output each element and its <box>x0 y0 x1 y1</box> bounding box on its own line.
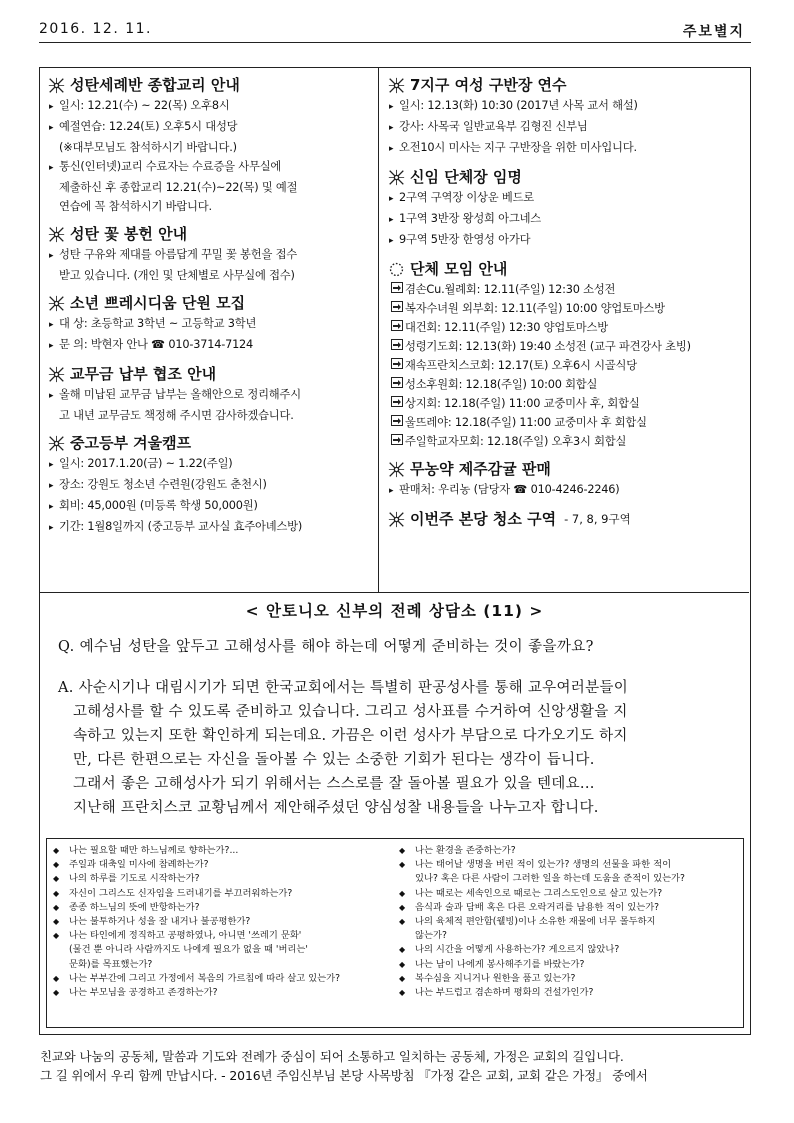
section-subtitle: - 7, 8, 9구역 <box>564 512 631 526</box>
section-line <box>47 96 372 117</box>
line-text: 성소후원회: 12.18(주일) 10:00 회합실 <box>405 378 598 391</box>
bulletin-footer <box>40 1047 752 1085</box>
cross-star-icon <box>47 294 66 313</box>
bullet-icon: ▸ <box>49 460 54 470</box>
line-text: 판매처: 우리농 (담당자 ☎ 010-4246-2246) <box>399 483 620 496</box>
checklist-text: 나의 육체적 편안함(웰빙)이나 소유한 재물에 너무 몰두하지 <box>415 916 656 928</box>
line-text: 강사: 사목국 일반교육부 김형진 신부님 <box>399 120 588 133</box>
line-text: 받고 있습니다. (개인 및 단체별로 사무실에 접수) <box>59 269 295 282</box>
section-line <box>47 197 372 216</box>
bullet-icon: ▸ <box>389 236 394 246</box>
section-line <box>47 117 372 138</box>
cross-star-icon <box>47 365 66 384</box>
checklist-item <box>399 929 739 943</box>
diamond-bullet-icon: ◆ <box>53 888 60 898</box>
section-line <box>47 314 372 335</box>
pointer-icon <box>389 337 405 356</box>
section-title-text: 이번주 본당 청소 구역 <box>410 510 557 528</box>
diamond-bullet-icon: ◆ <box>399 945 406 955</box>
notice-section <box>387 74 743 159</box>
section-line <box>387 318 743 337</box>
line-text: 울뜨레야: 12.18(주일) 11:00 교중미사 후 회합실 <box>405 416 647 429</box>
right-column <box>378 68 749 593</box>
checklist-item <box>53 986 388 1000</box>
line-text: 문 의: 박현자 안나 ☎ 010-3714-7124 <box>59 338 254 351</box>
examination-checklist <box>46 838 744 1028</box>
pointer-icon <box>389 375 405 394</box>
cross-star-icon <box>387 168 406 187</box>
diamond-bullet-icon: ◆ <box>399 917 406 927</box>
bullet-icon: ▸ <box>389 486 394 496</box>
section-line <box>387 117 743 138</box>
checklist-item <box>399 915 739 929</box>
pointer-icon <box>389 394 405 413</box>
section-title-text: 단체 모임 안내 <box>410 260 508 278</box>
bullet-icon: ▸ <box>389 123 394 133</box>
line-text: 상지회: 12.18(주일) 11:00 교중미사 후, 회합실 <box>405 397 640 410</box>
section-line <box>387 96 743 117</box>
pointer-icon <box>389 356 405 375</box>
section-line <box>47 385 372 406</box>
checklist-text: 나는 불투하거나 성을 잘 내거나 불공평한가? <box>69 916 251 928</box>
section-line <box>387 138 743 159</box>
checklist-item <box>399 901 739 915</box>
bullet-icon: ▸ <box>49 523 54 533</box>
checklist-left <box>53 844 388 1000</box>
qa-answer-line: 고해성사를 할 수 있도록 준비하고 있습니다. 그리고 성사표를 수거하여 신앙생활을 지 <box>73 704 628 720</box>
line-text: 대 상: 초등학교 3학년 ~ 고등학교 3학년 <box>59 317 257 330</box>
diamond-bullet-icon: ◆ <box>399 888 406 898</box>
section-title-text: 무농약 제주감귤 판매 <box>410 460 551 478</box>
section-line <box>387 375 743 394</box>
checklist-text: 복수심을 지니거나 원한을 품고 있는가? <box>415 972 576 984</box>
checklist-text: 음식과 술과 담배 혹은 다른 오락거리를 남용한 적이 있는가? <box>415 901 660 913</box>
bullet-icon: ▸ <box>49 102 54 112</box>
line-text: 2구역 구역장 이상운 베드로 <box>399 191 535 204</box>
diamond-bullet-icon: ◆ <box>53 931 60 941</box>
checklist-right <box>399 844 739 1000</box>
checklist-item <box>399 943 739 957</box>
checklist-item <box>399 972 739 986</box>
checklist-item <box>53 901 388 915</box>
checklist-item <box>53 943 388 957</box>
checklist-text: 자신이 그리스도 신자임을 드러내기를 부끄러워하는가? <box>69 887 293 899</box>
section-line <box>387 480 743 501</box>
bullet-icon: ▸ <box>389 144 394 154</box>
checklist-item <box>399 844 739 858</box>
diamond-bullet-icon: ◆ <box>399 988 406 998</box>
line-text: (※대부모님도 참석하시기 바랍니다.) <box>59 141 237 154</box>
section-line <box>387 230 743 251</box>
line-text: 성령기도회: 12.13(화) 19:40 소성전 (교구 파견강사 초빙) <box>405 340 691 353</box>
qa-question: Q. 예수님 성탄을 앞두고 고해성사를 해야 하는데 어떻게 준비하는 것이 좋을까요? <box>58 639 594 655</box>
pointer-icon <box>389 299 405 318</box>
cross-star-icon <box>387 510 406 529</box>
section-line <box>47 157 372 178</box>
checklist-item <box>53 872 388 886</box>
pointer-icon <box>389 318 405 337</box>
section-line <box>387 299 743 318</box>
line-text: 장소: 강원도 청소년 수련원(강원도 춘천시) <box>59 478 267 491</box>
line-text: 연습에 꼭 참석하시기 바랍니다. <box>59 200 212 213</box>
diamond-bullet-icon: ◆ <box>53 846 60 855</box>
bullet-icon: ▸ <box>389 102 394 112</box>
section-title-text: 중고등부 겨울캠프 <box>70 434 192 452</box>
line-text: 재속프란치스코회: 12.17(토) 오후6시 시골식당 <box>405 359 637 372</box>
checklist-text: (물건 뿐 아니라 사람까지도 나에게 필요가 없을 때 '버리는' <box>69 944 308 956</box>
bullet-icon: ▸ <box>49 123 54 133</box>
notice-section <box>47 363 372 425</box>
qa-answer-line: 만, 다른 한편으로는 자신을 돌아볼 수 있는 소중한 기회가 된다는 생각이 듭니다. <box>73 752 595 768</box>
line-text: 고 내년 교무금도 책정해 주시면 감사하겠습니다. <box>59 409 294 422</box>
checklist-text: 나는 타인에게 정직하고 공평하였나, 아니면 '쓰레기 문화' <box>69 930 302 942</box>
line-text: 주일학교자모회: 12.18(주일) 오후3시 회합실 <box>405 435 627 448</box>
section-title <box>387 258 743 280</box>
diamond-bullet-icon: ◆ <box>53 860 60 870</box>
checklist-text: 나는 태어날 생명을 버린 적이 있는가? 생명의 선물을 파한 적이 <box>415 859 672 871</box>
diamond-bullet-icon: ◆ <box>399 846 406 855</box>
line-text: 오전10시 미사는 지구 구반장을 위한 미사입니다. <box>399 141 637 154</box>
qa-answer-line: 그래서 좋은 고해성사가 되기 위해서는 스스로를 잘 돌아볼 필요가 있을 텐데요... <box>73 776 595 792</box>
checklist-item <box>53 958 388 972</box>
section-title <box>387 74 743 96</box>
checklist-item <box>399 958 739 972</box>
left-column <box>40 68 378 593</box>
checklist-text: 나의 시간을 어떻게 사용하는가? 게으르지 않았나? <box>415 944 620 956</box>
line-text: 1구역 3반장 왕성희 아그네스 <box>399 212 541 225</box>
cross-star-icon <box>387 460 406 479</box>
bullet-icon: ▸ <box>49 391 54 401</box>
section-line <box>387 432 743 451</box>
section-title <box>387 458 743 480</box>
checklist-text: 종종 하느님의 뜻에 반항하는가? <box>69 901 200 913</box>
line-text: 겸손Cu.월례회: 12.11(주일) 12:30 소성전 <box>405 283 616 296</box>
bulletin-header <box>39 19 751 45</box>
checklist-item <box>53 844 388 858</box>
notice-section <box>47 74 372 216</box>
line-text: 9구역 5반장 한영성 아가다 <box>399 233 531 246</box>
section-line <box>47 266 372 285</box>
diamond-bullet-icon: ◆ <box>53 874 60 884</box>
section-title-text: 성탄세례반 종합교리 안내 <box>70 76 240 94</box>
line-text: 제출하신 후 종합교리 12.21(수)~22(목) 및 예절 <box>59 181 298 194</box>
checklist-text: 나는 부부간에 그리고 가정에서 복음의 가르침에 따라 살고 있는가? <box>69 972 341 984</box>
qa-title: < 안토니오 신부의 전례 상담소 (11) > <box>245 602 544 620</box>
line-text: 기간: 1월8일까지 (중고등부 교사실 효주아녜스방) <box>59 520 303 533</box>
section-title-text: 교무금 납부 협조 안내 <box>70 365 217 383</box>
diamond-bullet-icon: ◆ <box>53 988 60 998</box>
section-title-text: 신임 단체장 임명 <box>410 168 522 186</box>
section-line <box>387 394 743 413</box>
bullet-icon: ▸ <box>389 215 394 225</box>
qa-answer-line: A. 사순시기나 대림시기가 되면 한국교회에서는 특별히 판공성사를 통해 교우여러분들이 <box>58 680 629 696</box>
checklist-item <box>53 858 388 872</box>
checklist-item <box>53 915 388 929</box>
section-line <box>47 496 372 517</box>
bulletin-title: 주보별지 <box>682 24 745 40</box>
cross-star-icon <box>47 225 66 244</box>
section-title <box>387 166 743 188</box>
footer-line: 그 길 위에서 우리 함께 만납시다. - 2016년 주임신부님 본당 사목방침 『가정 같은 교회, 교회 같은 가정』 중에서 <box>40 1068 648 1083</box>
notice-section <box>47 223 372 285</box>
checklist-item <box>53 887 388 901</box>
pointer-icon <box>389 413 405 432</box>
section-line <box>47 245 372 266</box>
qa-answer <box>58 676 730 820</box>
bullet-icon: ▸ <box>49 502 54 512</box>
notice-section <box>387 458 743 501</box>
line-text: 회비: 45,000원 (미등록 학생 50,000원) <box>59 499 258 512</box>
section-line <box>47 406 372 425</box>
checklist-text: 문화)를 목표했는가? <box>69 958 153 970</box>
section-line <box>47 178 372 197</box>
section-title-text: 성탄 꽃 봉헌 안내 <box>70 225 188 243</box>
section-line <box>47 138 372 157</box>
notice-frame <box>39 67 751 1035</box>
line-text: 성탄 구유와 제대를 아름답게 꾸밀 꽃 봉헌을 접수 <box>59 248 297 261</box>
cross-star-icon <box>47 434 66 453</box>
section-line <box>387 356 743 375</box>
cross-star-icon <box>47 76 66 95</box>
checklist-text: 주일과 대축일 미사에 참례하는가? <box>69 859 209 871</box>
checklist-item <box>399 887 739 901</box>
checklist-text: 나는 환경을 존중하는가? <box>415 845 516 856</box>
diamond-bullet-icon: ◆ <box>399 860 406 870</box>
issue-date: 2016. 12. 11. <box>39 21 153 37</box>
line-text: 예절연습: 12.24(토) 오후5시 대성당 <box>59 120 238 133</box>
line-text: 올해 미납된 교무금 납부는 올해안으로 정리해주시 <box>59 388 301 401</box>
line-text: 대건회: 12.11(주일) 12:30 양업토마스방 <box>405 321 608 334</box>
pointer-icon <box>389 280 405 299</box>
section-title <box>47 292 372 314</box>
section-title <box>47 223 372 245</box>
bullet-icon: ▸ <box>49 341 54 351</box>
diamond-bullet-icon: ◆ <box>399 959 406 969</box>
section-line <box>47 454 372 475</box>
section-line <box>387 209 743 230</box>
checklist-text: 않는가? <box>415 930 447 942</box>
checklist-text: 나는 남이 나에게 봉사해주기를 바랐는가? <box>415 958 585 970</box>
qa-answer-line: 지난해 프란치스코 교황님께서 제안해주셨던 양심성찰 내용들을 나누고자 합니다. <box>73 800 599 816</box>
checklist-text: 나는 필요할 때만 하느님께로 향하는가?... <box>69 845 239 856</box>
bullet-icon: ▸ <box>49 481 54 491</box>
section-title <box>47 363 372 385</box>
checklist-item <box>53 929 388 943</box>
section-line <box>387 337 743 356</box>
notice-section <box>47 432 372 538</box>
checklist-text: 나는 부모님을 공경하고 존경하는가? <box>69 987 218 999</box>
checklist-text: 나의 하루를 기도로 시작하는가? <box>69 873 200 885</box>
section-line <box>47 475 372 496</box>
checklist-text: 나는 부드럽고 겸손하며 평화의 건설가인가? <box>415 987 594 999</box>
notice-section <box>387 508 743 530</box>
line-text: 일시: 12.13(화) 10:30 (2017년 사목 교서 해설) <box>399 99 638 112</box>
diamond-bullet-icon: ◆ <box>53 902 60 912</box>
checklist-text: 있나? 혹은 다른 사람이 그러한 일을 하는데 도움을 준적이 있는가? <box>415 873 685 885</box>
diamond-bullet-icon: ◆ <box>53 973 60 983</box>
footer-line: 친교와 나눔의 공동체, 말씀과 기도와 전례가 중심이 되어 소통하고 일치하는 공동체, 가정은 교회의 길입니다. <box>40 1049 624 1064</box>
diamond-bullet-icon: ◆ <box>399 902 406 912</box>
bullet-icon: ▸ <box>49 320 54 330</box>
bullet-icon: ▸ <box>389 194 394 204</box>
qa-answer-line: 속하고 있는지 또한 확인하게 되는데요. 가끔은 이런 성사가 부담으로 다가오기도 하지 <box>73 728 628 744</box>
checklist-item <box>399 858 739 872</box>
section-line <box>387 280 743 299</box>
section-title <box>47 432 372 454</box>
dotted-circle-icon <box>387 260 406 279</box>
pointer-icon <box>389 432 405 451</box>
cross-star-icon <box>387 76 406 95</box>
section-line <box>47 517 372 538</box>
checklist-text: 나는 때로는 세속인으로 때로는 그리스도인으로 살고 있는가? <box>415 887 663 899</box>
section-line <box>387 188 743 209</box>
line-text: 복자수녀원 외부회: 12.11(주일) 10:00 양업토마스방 <box>405 302 665 315</box>
liturgy-qa <box>40 593 749 820</box>
diamond-bullet-icon: ◆ <box>53 917 60 927</box>
bullet-icon: ▸ <box>49 251 54 261</box>
checklist-item <box>399 872 739 886</box>
section-title <box>387 508 743 530</box>
line-text: 일시: 2017.1.20(금) ~ 1.22(주일) <box>59 457 233 470</box>
section-title-text: 소년 쁘레시디움 단원 모집 <box>70 294 246 312</box>
notice-section <box>387 258 743 451</box>
header-rule <box>39 42 751 43</box>
checklist-item <box>53 972 388 986</box>
section-line <box>387 413 743 432</box>
section-line <box>47 335 372 356</box>
diamond-bullet-icon: ◆ <box>399 973 406 983</box>
notice-section <box>387 166 743 251</box>
line-text: 일시: 12.21(수) ~ 22(목) 오후8시 <box>59 99 230 112</box>
section-title-text: 7지구 여성 구반장 연수 <box>410 76 567 94</box>
bullet-icon: ▸ <box>49 163 54 173</box>
checklist-item <box>399 986 739 1000</box>
line-text: 통신(인터넷)교리 수료자는 수료증을 사무실에 <box>59 160 282 173</box>
notice-section <box>47 292 372 356</box>
section-title <box>47 74 372 96</box>
